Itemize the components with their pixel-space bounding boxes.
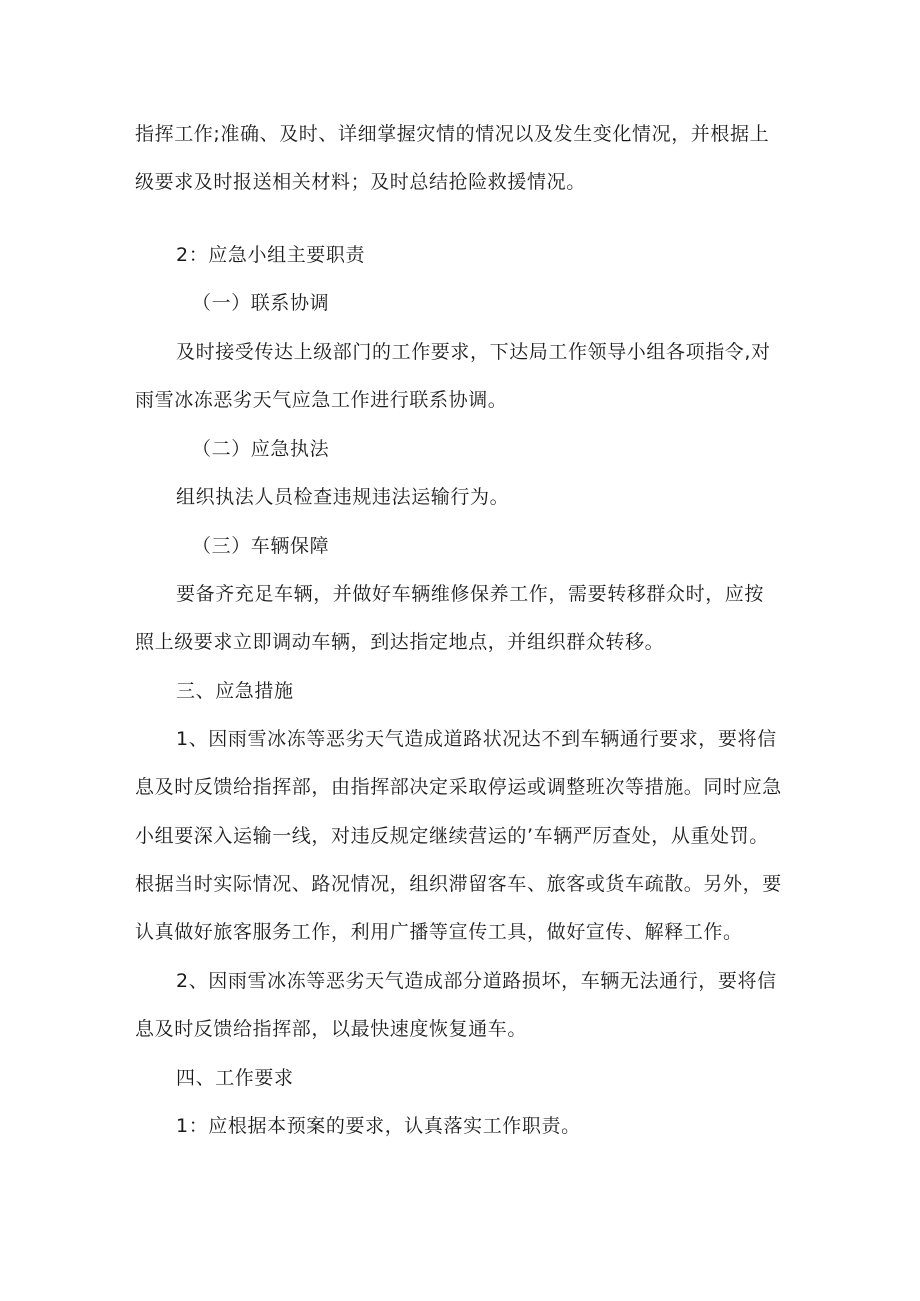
body-text-line: 级要求及时报送相关材料；及时总结抢险救援情况。 [135, 171, 586, 193]
body-text-line: 1、因雨雪冰冻等恶劣天气造成道路状况达不到车辆通行要求，要将信 [176, 728, 777, 750]
subsection-heading: （一）联系协调 [192, 292, 330, 314]
body-text-line: 照上级要求立即调动车辆，到达指定地点，并组织群众转移。 [135, 631, 665, 653]
section-heading: 三、应急措施 [176, 680, 294, 702]
body-text-line: 及时接受传达上级部门的工作要求，下达局工作领导小组各项指令,对 [176, 341, 771, 363]
body-text-line: 2、因雨雪冰冻等恶劣天气造成部分道路损坏，车辆无法通行，要将信 [176, 970, 777, 992]
body-text-line: 1：应根据本预案的要求，认真落实工作职责。 [176, 1115, 581, 1137]
body-text-line: 小组要深入运输一线，对违反规定继续营运的’车辆严厉查处，从重处罚。 [135, 825, 769, 847]
subsection-heading: （二）应急执法 [192, 438, 330, 460]
subsection-heading: （三）车辆保障 [192, 535, 330, 557]
section-heading: 四、工作要求 [176, 1067, 294, 1089]
body-text-line: 息及时反馈给指挥部，由指挥部决定采取停运或调整班次等措施。同时应急 [135, 776, 782, 798]
body-text-line: 雨雪冰冻恶劣天气应急工作进行联系协调。 [135, 389, 508, 411]
body-text-line: 息及时反馈给指挥部，以最快速度恢复通车。 [135, 1018, 528, 1040]
body-text-line: 指挥工作;准确、及时、详细掌握灾情的情况以及发生变化情况，并根据上 [135, 123, 770, 145]
body-text-line: 根据当时实际情况、路况情况，组织滞留客车、旅客或货车疏散。另外，要 [135, 873, 782, 895]
section-heading: 2：应急小组主要职责 [176, 244, 366, 266]
body-text-line: 组织执法人员检查违规违法运输行为。 [176, 486, 510, 508]
body-text-line: 要备齐充足车辆，并做好车辆维修保养工作，需要转移群众时，应按 [176, 583, 765, 605]
body-text-line: 认真做好旅客服务工作，利用广播等宣传工具，做好宣传、解释工作。 [135, 921, 743, 943]
